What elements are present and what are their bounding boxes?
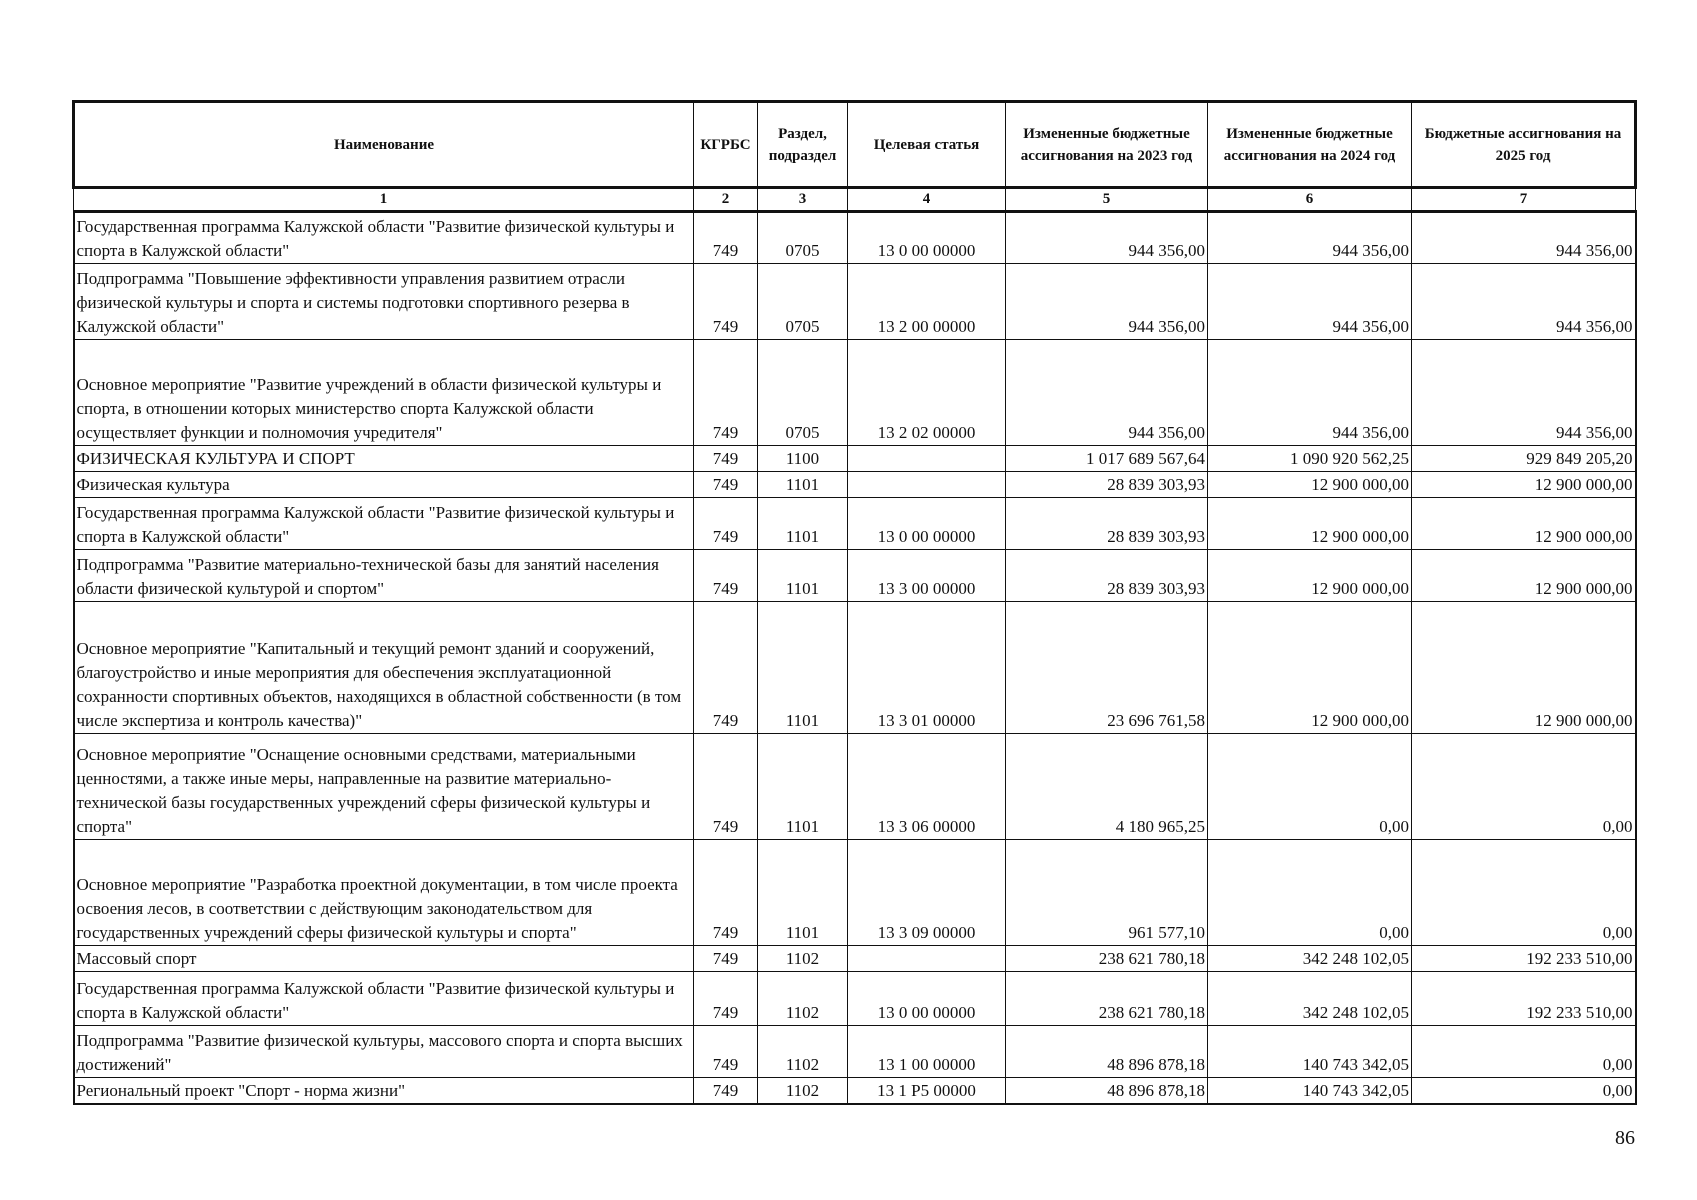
cell-kgrbs: 749 xyxy=(694,1078,758,1104)
cell-kgrbs: 749 xyxy=(694,972,758,1026)
cell-target-article xyxy=(848,446,1006,472)
table-row xyxy=(74,840,1636,946)
cell-section: 1101 xyxy=(758,498,848,550)
cell-name: Региональный проект "Спорт - норма жизни" xyxy=(74,1078,694,1104)
cell-2025: 12 900 000,00 xyxy=(1412,498,1636,550)
cell-kgrbs: 749 xyxy=(694,550,758,602)
cell-2024: 944 356,00 xyxy=(1208,212,1412,264)
cell-kgrbs: 749 xyxy=(694,840,758,946)
cell-2024: 12 900 000,00 xyxy=(1208,550,1412,602)
cell-name: Основное мероприятие "Разработка проектной документации, в том числе проекта освоения лесов, в соответствии с действующим законодательством для государственных учреждений сферы физической культуры и спорта" xyxy=(74,840,694,946)
cell-2025: 192 233 510,00 xyxy=(1412,972,1636,1026)
cell-2025: 944 356,00 xyxy=(1412,212,1636,264)
header-2025: Бюджетные ассигнования на 2025 год xyxy=(1412,102,1636,188)
cell-2024: 140 743 342,05 xyxy=(1208,1078,1412,1104)
header-kgrbs: КГРБС xyxy=(694,102,758,188)
table-row xyxy=(74,1078,1636,1104)
cell-2025: 12 900 000,00 xyxy=(1412,602,1636,734)
cell-2024: 140 743 342,05 xyxy=(1208,1026,1412,1078)
cell-kgrbs: 749 xyxy=(694,472,758,498)
header-name: Наименование xyxy=(74,102,694,188)
cell-2024: 342 248 102,05 xyxy=(1208,972,1412,1026)
cell-2023: 4 180 965,25 xyxy=(1006,734,1208,840)
cell-section: 1100 xyxy=(758,446,848,472)
column-number: 4 xyxy=(848,188,1006,212)
cell-2024: 944 356,00 xyxy=(1208,264,1412,340)
cell-2025: 944 356,00 xyxy=(1412,264,1636,340)
cell-target-article: 13 3 00 00000 xyxy=(848,550,1006,602)
cell-kgrbs: 749 xyxy=(694,498,758,550)
cell-section: 1102 xyxy=(758,1026,848,1078)
cell-target-article: 13 0 00 00000 xyxy=(848,212,1006,264)
table-row xyxy=(74,446,1636,472)
cell-2024: 0,00 xyxy=(1208,734,1412,840)
cell-kgrbs: 749 xyxy=(694,602,758,734)
column-number: 3 xyxy=(758,188,848,212)
cell-kgrbs: 749 xyxy=(694,264,758,340)
cell-target-article: 13 0 00 00000 xyxy=(848,972,1006,1026)
cell-2023: 961 577,10 xyxy=(1006,840,1208,946)
cell-target-article: 13 2 00 00000 xyxy=(848,264,1006,340)
cell-section: 1101 xyxy=(758,840,848,946)
column-number-row xyxy=(74,188,1636,212)
cell-2025: 192 233 510,00 xyxy=(1412,946,1636,972)
cell-target-article: 13 1 00 00000 xyxy=(848,1026,1006,1078)
column-number: 1 xyxy=(74,188,694,212)
header-2023: Измененные бюджетные ассигнования на 2023 год xyxy=(1006,102,1208,188)
cell-kgrbs: 749 xyxy=(694,446,758,472)
cell-section: 1101 xyxy=(758,550,848,602)
cell-2024: 12 900 000,00 xyxy=(1208,472,1412,498)
table-row xyxy=(74,212,1636,264)
header-2024: Измененные бюджетные ассигнования на 2024 год xyxy=(1208,102,1412,188)
cell-2025: 12 900 000,00 xyxy=(1412,472,1636,498)
cell-2024: 944 356,00 xyxy=(1208,340,1412,446)
table-row xyxy=(74,734,1636,840)
page-number: 86 xyxy=(1615,1127,1635,1149)
cell-name: Подпрограмма "Повышение эффективности управления развитием отрасли физической культуры и спорта и системы подготовки спортивного резерва в Калужской области" xyxy=(74,264,694,340)
cell-2023: 28 839 303,93 xyxy=(1006,472,1208,498)
cell-2023: 48 896 878,18 xyxy=(1006,1078,1208,1104)
table-row xyxy=(74,472,1636,498)
table-row xyxy=(74,498,1636,550)
column-number: 7 xyxy=(1412,188,1636,212)
table-row xyxy=(74,264,1636,340)
cell-2025: 0,00 xyxy=(1412,1026,1636,1078)
cell-name: Подпрограмма "Развитие физической культуры, массового спорта и спорта высших достижений" xyxy=(74,1026,694,1078)
cell-section: 1101 xyxy=(758,734,848,840)
cell-target-article xyxy=(848,472,1006,498)
cell-2023: 944 356,00 xyxy=(1006,340,1208,446)
cell-2023: 238 621 780,18 xyxy=(1006,972,1208,1026)
cell-kgrbs: 749 xyxy=(694,212,758,264)
cell-2024: 12 900 000,00 xyxy=(1208,498,1412,550)
table-row xyxy=(74,946,1636,972)
cell-kgrbs: 749 xyxy=(694,734,758,840)
cell-2024: 0,00 xyxy=(1208,840,1412,946)
cell-section: 1102 xyxy=(758,1078,848,1104)
table-row xyxy=(74,602,1636,734)
cell-kgrbs: 749 xyxy=(694,1026,758,1078)
cell-2024: 342 248 102,05 xyxy=(1208,946,1412,972)
column-number: 6 xyxy=(1208,188,1412,212)
cell-target-article xyxy=(848,946,1006,972)
cell-2023: 944 356,00 xyxy=(1006,264,1208,340)
cell-2024: 1 090 920 562,25 xyxy=(1208,446,1412,472)
cell-name: Основное мероприятие "Оснащение основными средствами, материальными ценностями, а также иные меры, направленные на развитие материально-технической базы государственных учреждений сферы физической культуры и спорта" xyxy=(74,734,694,840)
cell-2025: 944 356,00 xyxy=(1412,340,1636,446)
cell-name: Физическая культура xyxy=(74,472,694,498)
cell-2023: 238 621 780,18 xyxy=(1006,946,1208,972)
table-row xyxy=(74,972,1636,1026)
cell-section: 1102 xyxy=(758,946,848,972)
cell-2025: 929 849 205,20 xyxy=(1412,446,1636,472)
cell-name: Государственная программа Калужской области "Развитие физической культуры и спорта в Калужской области" xyxy=(74,972,694,1026)
cell-kgrbs: 749 xyxy=(694,946,758,972)
cell-2023: 48 896 878,18 xyxy=(1006,1026,1208,1078)
cell-target-article: 13 3 01 00000 xyxy=(848,602,1006,734)
cell-section: 1101 xyxy=(758,602,848,734)
cell-2024: 12 900 000,00 xyxy=(1208,602,1412,734)
cell-target-article: 13 0 00 00000 xyxy=(848,498,1006,550)
cell-name: Основное мероприятие "Капитальный и текущий ремонт зданий и сооружений, благоустройство и иные мероприятия для обеспечения эксплуатационной сохранности спортивных объектов, находящихся в областной собственности (в том числе экспертиза и контроль качества)" xyxy=(74,602,694,734)
cell-2023: 28 839 303,93 xyxy=(1006,498,1208,550)
cell-2025: 12 900 000,00 xyxy=(1412,550,1636,602)
cell-target-article: 13 1 P5 00000 xyxy=(848,1078,1006,1104)
table-row xyxy=(74,340,1636,446)
cell-target-article: 13 3 06 00000 xyxy=(848,734,1006,840)
table-row xyxy=(74,1026,1636,1078)
cell-target-article: 13 3 09 00000 xyxy=(848,840,1006,946)
column-number: 5 xyxy=(1006,188,1208,212)
header-row xyxy=(74,102,1636,188)
cell-section: 1102 xyxy=(758,972,848,1026)
cell-2025: 0,00 xyxy=(1412,734,1636,840)
cell-name: Основное мероприятие "Развитие учреждений в области физической культуры и спорта, в отношении которых министерство спорта Калужской области осуществляет функции и полномочия учредителя" xyxy=(74,340,694,446)
cell-2023: 23 696 761,58 xyxy=(1006,602,1208,734)
cell-target-article: 13 2 02 00000 xyxy=(848,340,1006,446)
column-number: 2 xyxy=(694,188,758,212)
table-row xyxy=(74,550,1636,602)
cell-kgrbs: 749 xyxy=(694,340,758,446)
cell-section: 1101 xyxy=(758,472,848,498)
cell-name: ФИЗИЧЕСКАЯ КУЛЬТУРА И СПОРТ xyxy=(74,446,694,472)
cell-name: Государственная программа Калужской области "Развитие физической культуры и спорта в Калужской области" xyxy=(74,212,694,264)
cell-2025: 0,00 xyxy=(1412,840,1636,946)
cell-2025: 0,00 xyxy=(1412,1078,1636,1104)
header-section: Раздел, подраздел xyxy=(758,102,848,188)
cell-name: Государственная программа Калужской области "Развитие физической культуры и спорта в Калужской области" xyxy=(74,498,694,550)
cell-2023: 944 356,00 xyxy=(1006,212,1208,264)
header-target-article: Целевая статья xyxy=(848,102,1006,188)
cell-section: 0705 xyxy=(758,340,848,446)
cell-section: 0705 xyxy=(758,212,848,264)
cell-name: Массовый спорт xyxy=(74,946,694,972)
budget-table xyxy=(72,100,1637,1105)
cell-section: 0705 xyxy=(758,264,848,340)
cell-name: Подпрограмма "Развитие материально-технической базы для занятий населения области физической культурой и спортом" xyxy=(74,550,694,602)
cell-2023: 28 839 303,93 xyxy=(1006,550,1208,602)
cell-2023: 1 017 689 567,64 xyxy=(1006,446,1208,472)
